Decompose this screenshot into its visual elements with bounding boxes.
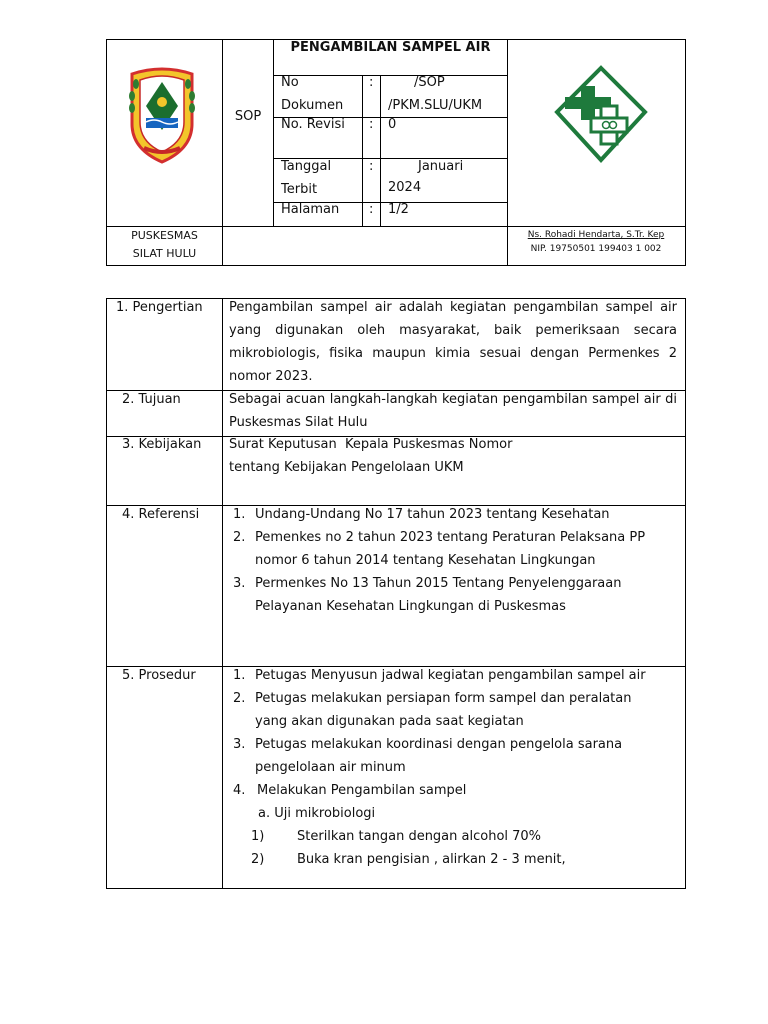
doc-number-colon: : [369, 75, 374, 90]
revision-value: 0 [388, 117, 397, 132]
list-item: 2. Pemenkes no 2 tahun 2023 tentang Peraturan Pelaksana PP nomor 6 tahun 2014 tentang Kesehatan Lingkungan [233, 530, 646, 568]
doc-number-value-1: /SOP [414, 75, 445, 90]
list-item: 1. Undang-Undang No 17 tahun 2023 tentang Kesehatan [233, 507, 610, 522]
signer-name: Ns. Rohadi Hendarta, S.Tr. Kep [527, 230, 665, 240]
prosedur-list [229, 664, 659, 871]
tujuan-text: Sebagai acuan langkah-langkah kegiatan pengambilan sampel air di Puskesmas Silat Hulu [229, 392, 677, 430]
divider [273, 39, 274, 226]
step-item: 2) Buka kran pengisian , alirkan 2 - 3 menit, [251, 852, 566, 867]
divider [362, 75, 363, 226]
list-item: 2. Petugas melakukan persiapan form sampel dan peralatan yang akan digunakan pada saat kegiatan [233, 691, 632, 729]
date-colon: : [369, 159, 374, 174]
revision-colon: : [369, 117, 374, 132]
page-colon: : [369, 202, 374, 217]
puskesmas-logo [553, 64, 649, 164]
regency-emblem [122, 64, 202, 166]
list-item: 3. Petugas melakukan koordinasi dengan pengelola sarana pengelolaan air minum [233, 737, 623, 775]
divider [222, 39, 223, 266]
date-value-2: 2024 [388, 180, 422, 195]
kebijakan-text: Surat Keputusan Kepala Puskesmas Nomor tentang Kebijakan Pengelolaan UKM [229, 437, 513, 475]
section-label-referensi: 4. Referensi [122, 507, 200, 522]
page-value: 1/2 [388, 202, 409, 217]
doc-number-label: No Dokumen [281, 75, 344, 113]
pengertian-text: Pengambilan sampel air adalah kegiatan pengambilan sampel air yang digunakan oleh masyarakat, baik pemeriksaan secara mikrobiologis, fisika maupun kimia sesuai dengan Permenkes 2 nomor 2023. [229, 300, 677, 384]
page-label: Halaman [281, 202, 340, 217]
date-label: Tanggal Terbit [281, 159, 332, 197]
revision-label: No. Revisi [281, 117, 345, 132]
doc-number-value-2: /PKM.SLU/UKM [388, 98, 483, 113]
step-item: 1) Sterilkan tangan dengan alcohol 70% [251, 829, 542, 844]
divider [222, 298, 223, 889]
list-item: 1. Petugas Menyusun jadwal kegiatan pengambilan sampel air [233, 668, 646, 683]
date-value-1: Januari [418, 159, 464, 174]
section-label-pengertian: 1. Pengertian [116, 300, 203, 315]
list-item: 4. Melakukan Pengambilan sampel [233, 783, 467, 798]
section-label-prosedur: 5. Prosedur [122, 668, 196, 683]
document-title: PENGAMBILAN SAMPEL AIR [290, 40, 491, 55]
divider [380, 75, 381, 226]
sub-heading: a. Uji mikrobiologi [258, 806, 376, 821]
signer-nip: NIP. 19750501 199403 1 002 [530, 244, 662, 254]
section-label-tujuan: 2. Tujuan [122, 392, 181, 407]
referensi-list [229, 503, 679, 618]
section-label-kebijakan: 3. Kebijakan [122, 437, 202, 452]
org-name: PUSKESMAS SILAT HULU [131, 229, 198, 260]
list-item: 3. Permenkes No 13 Tahun 2015 Tentang Penyelenggaraan Pelayanan Kesehatan Lingkungan di Puskesmas [233, 576, 622, 614]
sop-label: SOP [234, 109, 262, 124]
